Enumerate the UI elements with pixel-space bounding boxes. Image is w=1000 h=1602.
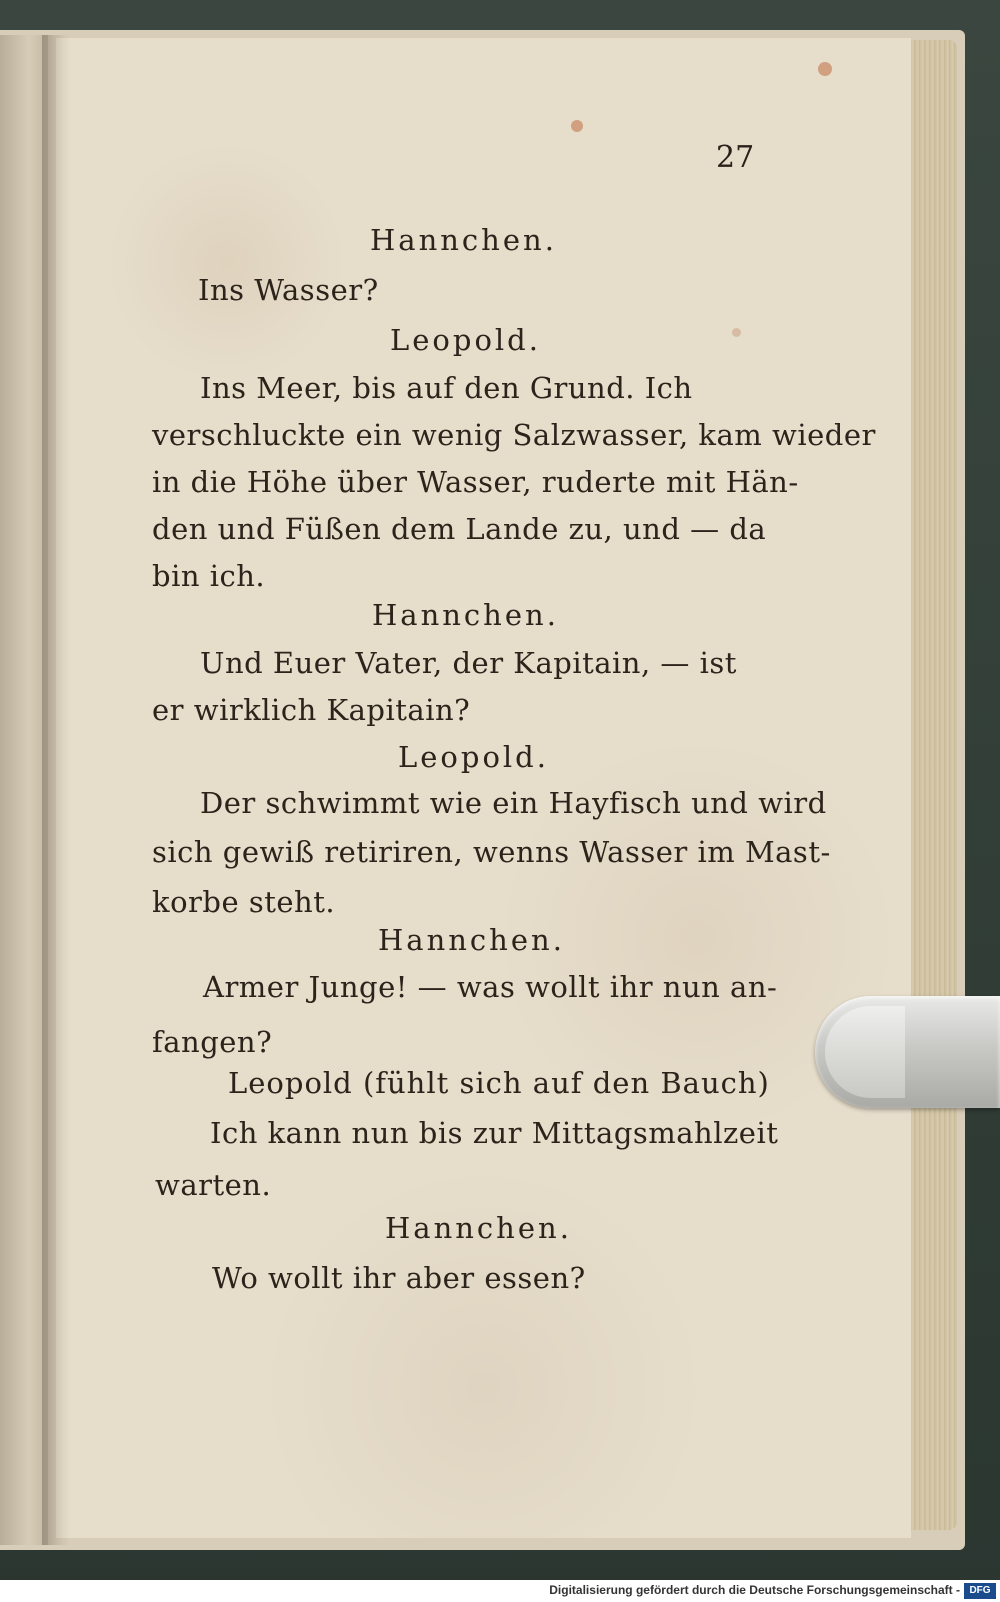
speaker-name: Hannchen. xyxy=(385,1211,572,1245)
text-line: den und Füßen dem Lande zu, und — da xyxy=(152,512,767,546)
text-line: bin ich. xyxy=(152,559,266,593)
page-number: 27 xyxy=(716,140,755,175)
foxing-stain xyxy=(732,328,741,337)
foxing-stain xyxy=(818,62,832,76)
text-line: korbe steht. xyxy=(152,885,336,919)
text-line: Ins Meer, bis auf den Grund. Ich xyxy=(200,371,693,405)
foxing-stain xyxy=(571,120,583,132)
speaker-name: Hannchen. xyxy=(370,223,557,257)
text-line: Armer Junge! — was wollt ihr nun an- xyxy=(203,970,778,1004)
text-line: sich gewiß retiriren, wenns Wasser im Mast- xyxy=(152,835,831,869)
page-clip-highlight xyxy=(825,1006,905,1098)
page-clip xyxy=(815,996,1000,1108)
text-line: warten. xyxy=(155,1168,272,1202)
text-line: Und Euer Vater, der Kapitain, — ist xyxy=(200,646,737,680)
text-line: Ins Wasser? xyxy=(198,273,379,307)
speaker-name: Leopold. xyxy=(390,323,541,357)
left-page-edge xyxy=(0,35,48,1545)
speaker-name: Leopold. xyxy=(398,740,549,774)
text-line: Der schwimmt wie ein Hayfisch und wird xyxy=(200,786,827,820)
text-line: Ich kann nun bis zur Mittagsmahlzeit xyxy=(210,1116,779,1150)
book-gutter xyxy=(42,35,70,1545)
speaker-name: Leopold (fühlt sich auf den Bauch) xyxy=(228,1066,770,1100)
speaker-name: Hannchen. xyxy=(378,923,565,957)
text-line: er wirklich Kapitain? xyxy=(152,693,471,727)
dfg-logo: DFG xyxy=(964,1583,996,1599)
text-line: in die Höhe über Wasser, ruderte mit Hän- xyxy=(152,465,799,499)
footer-credit: Digitalisierung gefördert durch die Deutsche Forschungsgemeinschaft - xyxy=(549,1583,960,1597)
text-line: Wo wollt ihr aber essen? xyxy=(212,1261,586,1295)
text-line: verschluckte ein wenig Salzwasser, kam wieder xyxy=(152,418,876,452)
text-line: fangen? xyxy=(152,1025,273,1059)
speaker-name: Hannchen. xyxy=(372,598,559,632)
